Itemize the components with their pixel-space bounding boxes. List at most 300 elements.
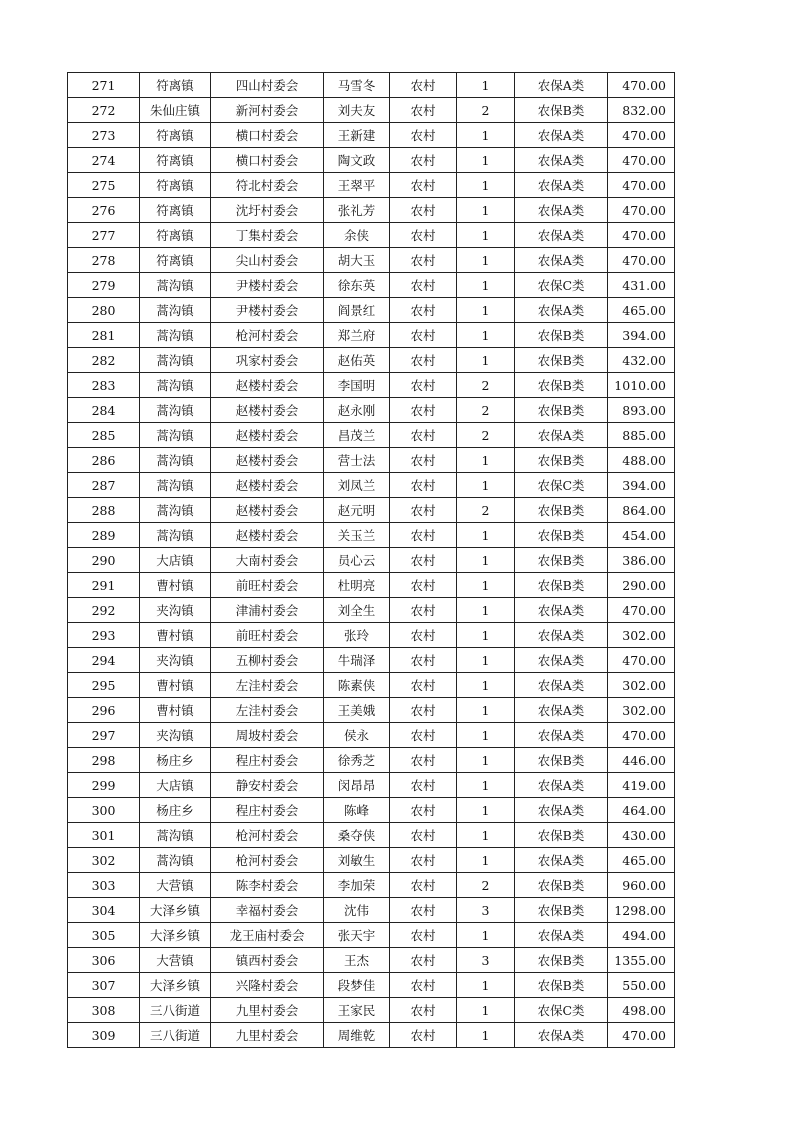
- category-cell: 农保A类: [515, 298, 608, 323]
- area-type-cell: 农村: [390, 898, 457, 923]
- category-cell: 农保A类: [515, 123, 608, 148]
- name-cell: 陶文政: [324, 148, 390, 173]
- name-cell: 桑夺侠: [324, 823, 390, 848]
- area-type-cell: 农村: [390, 448, 457, 473]
- category-cell: 农保A类: [515, 198, 608, 223]
- village-cell: 大南村委会: [211, 548, 324, 573]
- town-cell: 朱仙庄镇: [140, 98, 211, 123]
- area-type-cell: 农村: [390, 198, 457, 223]
- town-cell: 夹沟镇: [140, 723, 211, 748]
- town-cell: 蒿沟镇: [140, 423, 211, 448]
- people-count-cell: 1: [457, 623, 515, 648]
- area-type-cell: 农村: [390, 423, 457, 448]
- people-count-cell: 1: [457, 748, 515, 773]
- category-cell: 农保C类: [515, 273, 608, 298]
- row-number-cell: 297: [68, 723, 140, 748]
- area-type-cell: 农村: [390, 648, 457, 673]
- village-cell: 尹楼村委会: [211, 273, 324, 298]
- table-row: [68, 398, 675, 423]
- table-row: [68, 323, 675, 348]
- name-cell: 陈峰: [324, 798, 390, 823]
- people-count-cell: 3: [457, 948, 515, 973]
- town-cell: 曹村镇: [140, 673, 211, 698]
- town-cell: 蒿沟镇: [140, 473, 211, 498]
- area-type-cell: 农村: [390, 273, 457, 298]
- table-row: [68, 623, 675, 648]
- area-type-cell: 农村: [390, 248, 457, 273]
- name-cell: 马雪冬: [324, 73, 390, 98]
- table-row: [68, 498, 675, 523]
- amount-cell: 431.00: [608, 273, 675, 298]
- amount-cell: 470.00: [608, 198, 675, 223]
- table-row: [68, 423, 675, 448]
- table-row: [68, 298, 675, 323]
- name-cell: 陈素侠: [324, 673, 390, 698]
- category-cell: 农保A类: [515, 848, 608, 873]
- category-cell: 农保B类: [515, 498, 608, 523]
- area-type-cell: 农村: [390, 223, 457, 248]
- category-cell: 农保A类: [515, 673, 608, 698]
- row-number-cell: 300: [68, 798, 140, 823]
- people-count-cell: 2: [457, 423, 515, 448]
- amount-cell: 302.00: [608, 623, 675, 648]
- village-cell: 左洼村委会: [211, 698, 324, 723]
- people-count-cell: 2: [457, 498, 515, 523]
- table-row: [68, 573, 675, 598]
- amount-cell: 470.00: [608, 173, 675, 198]
- category-cell: 农保A类: [515, 248, 608, 273]
- town-cell: 杨庄乡: [140, 798, 211, 823]
- amount-cell: 430.00: [608, 823, 675, 848]
- village-cell: 赵楼村委会: [211, 523, 324, 548]
- name-cell: 胡大玉: [324, 248, 390, 273]
- people-count-cell: 1: [457, 473, 515, 498]
- row-number-cell: 277: [68, 223, 140, 248]
- town-cell: 蒿沟镇: [140, 348, 211, 373]
- people-count-cell: 1: [457, 148, 515, 173]
- table-row: [68, 98, 675, 123]
- people-count-cell: 1: [457, 273, 515, 298]
- village-cell: 静安村委会: [211, 773, 324, 798]
- row-number-cell: 282: [68, 348, 140, 373]
- village-cell: 程庄村委会: [211, 748, 324, 773]
- category-cell: 农保B类: [515, 98, 608, 123]
- people-count-cell: 1: [457, 198, 515, 223]
- amount-cell: 470.00: [608, 1023, 675, 1048]
- category-cell: 农保B类: [515, 348, 608, 373]
- row-number-cell: 296: [68, 698, 140, 723]
- people-count-cell: 1: [457, 848, 515, 873]
- village-cell: 程庄村委会: [211, 798, 324, 823]
- row-number-cell: 290: [68, 548, 140, 573]
- table-row: [68, 698, 675, 723]
- name-cell: 徐秀芝: [324, 748, 390, 773]
- village-cell: 左洼村委会: [211, 673, 324, 698]
- village-cell: 符北村委会: [211, 173, 324, 198]
- village-cell: 赵楼村委会: [211, 423, 324, 448]
- table-row: [68, 148, 675, 173]
- village-cell: 枪河村委会: [211, 323, 324, 348]
- category-cell: 农保B类: [515, 398, 608, 423]
- amount-cell: 386.00: [608, 548, 675, 573]
- table-row: [68, 198, 675, 223]
- area-type-cell: 农村: [390, 673, 457, 698]
- category-cell: 农保A类: [515, 1023, 608, 1048]
- people-count-cell: 1: [457, 298, 515, 323]
- village-cell: 新河村委会: [211, 98, 324, 123]
- town-cell: 蒿沟镇: [140, 323, 211, 348]
- name-cell: 李加荣: [324, 873, 390, 898]
- row-number-cell: 298: [68, 748, 140, 773]
- category-cell: 农保A类: [515, 623, 608, 648]
- row-number-cell: 306: [68, 948, 140, 973]
- category-cell: 农保A类: [515, 223, 608, 248]
- town-cell: 曹村镇: [140, 623, 211, 648]
- village-cell: 巩家村委会: [211, 348, 324, 373]
- name-cell: 张天宇: [324, 923, 390, 948]
- people-count-cell: 1: [457, 123, 515, 148]
- town-cell: 符离镇: [140, 123, 211, 148]
- village-cell: 横口村委会: [211, 123, 324, 148]
- name-cell: 王美娥: [324, 698, 390, 723]
- row-number-cell: 284: [68, 398, 140, 423]
- category-cell: 农保B类: [515, 873, 608, 898]
- name-cell: 王家民: [324, 998, 390, 1023]
- row-number-cell: 291: [68, 573, 140, 598]
- town-cell: 蒿沟镇: [140, 823, 211, 848]
- village-cell: 陈李村委会: [211, 873, 324, 898]
- row-number-cell: 301: [68, 823, 140, 848]
- name-cell: 赵佑英: [324, 348, 390, 373]
- town-cell: 符离镇: [140, 148, 211, 173]
- people-count-cell: 1: [457, 648, 515, 673]
- area-type-cell: 农村: [390, 1023, 457, 1048]
- amount-cell: 470.00: [608, 148, 675, 173]
- table-row: [68, 648, 675, 673]
- area-type-cell: 农村: [390, 998, 457, 1023]
- category-cell: 农保B类: [515, 823, 608, 848]
- area-type-cell: 农村: [390, 823, 457, 848]
- name-cell: 王杰: [324, 948, 390, 973]
- amount-cell: 550.00: [608, 973, 675, 998]
- people-count-cell: 1: [457, 248, 515, 273]
- amount-cell: 470.00: [608, 223, 675, 248]
- row-number-cell: 302: [68, 848, 140, 873]
- amount-cell: 470.00: [608, 123, 675, 148]
- table-row: [68, 373, 675, 398]
- amount-cell: 302.00: [608, 673, 675, 698]
- amount-cell: 464.00: [608, 798, 675, 823]
- name-cell: 沈伟: [324, 898, 390, 923]
- town-cell: 曹村镇: [140, 698, 211, 723]
- name-cell: 阎景红: [324, 298, 390, 323]
- town-cell: 杨庄乡: [140, 748, 211, 773]
- amount-cell: 465.00: [608, 298, 675, 323]
- area-type-cell: 农村: [390, 848, 457, 873]
- name-cell: 张礼芳: [324, 198, 390, 223]
- town-cell: 大泽乡镇: [140, 898, 211, 923]
- area-type-cell: 农村: [390, 173, 457, 198]
- village-cell: 九里村委会: [211, 998, 324, 1023]
- village-cell: 尖山村委会: [211, 248, 324, 273]
- area-type-cell: 农村: [390, 948, 457, 973]
- area-type-cell: 农村: [390, 298, 457, 323]
- amount-cell: 419.00: [608, 773, 675, 798]
- town-cell: 蒿沟镇: [140, 273, 211, 298]
- people-count-cell: 1: [457, 173, 515, 198]
- amount-cell: 498.00: [608, 998, 675, 1023]
- row-number-cell: 286: [68, 448, 140, 473]
- row-number-cell: 299: [68, 773, 140, 798]
- village-cell: 枪河村委会: [211, 848, 324, 873]
- table-row: [68, 848, 675, 873]
- category-cell: 农保B类: [515, 748, 608, 773]
- area-type-cell: 农村: [390, 498, 457, 523]
- table-row: [68, 448, 675, 473]
- category-cell: 农保C类: [515, 998, 608, 1023]
- area-type-cell: 农村: [390, 598, 457, 623]
- town-cell: 三八街道: [140, 998, 211, 1023]
- table-row: [68, 173, 675, 198]
- area-type-cell: 农村: [390, 773, 457, 798]
- category-cell: 农保A类: [515, 148, 608, 173]
- amount-cell: 432.00: [608, 348, 675, 373]
- village-cell: 津浦村委会: [211, 598, 324, 623]
- category-cell: 农保A类: [515, 173, 608, 198]
- people-count-cell: 1: [457, 448, 515, 473]
- amount-cell: 454.00: [608, 523, 675, 548]
- row-number-cell: 271: [68, 73, 140, 98]
- amount-cell: 885.00: [608, 423, 675, 448]
- town-cell: 蒿沟镇: [140, 848, 211, 873]
- people-count-cell: 1: [457, 598, 515, 623]
- name-cell: 郑兰府: [324, 323, 390, 348]
- area-type-cell: 农村: [390, 798, 457, 823]
- row-number-cell: 289: [68, 523, 140, 548]
- area-type-cell: 农村: [390, 98, 457, 123]
- row-number-cell: 293: [68, 623, 140, 648]
- people-count-cell: 1: [457, 1023, 515, 1048]
- area-type-cell: 农村: [390, 323, 457, 348]
- amount-cell: 1298.00: [608, 898, 675, 923]
- amount-cell: 394.00: [608, 473, 675, 498]
- village-cell: 幸福村委会: [211, 898, 324, 923]
- town-cell: 符离镇: [140, 173, 211, 198]
- people-count-cell: 1: [457, 773, 515, 798]
- name-cell: 周维乾: [324, 1023, 390, 1048]
- category-cell: 农保A类: [515, 73, 608, 98]
- name-cell: 刘凤兰: [324, 473, 390, 498]
- name-cell: 刘夫友: [324, 98, 390, 123]
- village-cell: 丁集村委会: [211, 223, 324, 248]
- village-cell: 九里村委会: [211, 1023, 324, 1048]
- area-type-cell: 农村: [390, 973, 457, 998]
- table-body: [68, 73, 675, 1048]
- amount-cell: 488.00: [608, 448, 675, 473]
- row-number-cell: 274: [68, 148, 140, 173]
- name-cell: 张玲: [324, 623, 390, 648]
- people-count-cell: 1: [457, 698, 515, 723]
- name-cell: 杜明亮: [324, 573, 390, 598]
- name-cell: 闵昂昂: [324, 773, 390, 798]
- village-cell: 沈圩村委会: [211, 198, 324, 223]
- area-type-cell: 农村: [390, 523, 457, 548]
- village-cell: 龙王庙村委会: [211, 923, 324, 948]
- people-count-cell: 1: [457, 923, 515, 948]
- table-row: [68, 248, 675, 273]
- category-cell: 农保A类: [515, 698, 608, 723]
- row-number-cell: 303: [68, 873, 140, 898]
- town-cell: 蒿沟镇: [140, 448, 211, 473]
- category-cell: 农保A类: [515, 923, 608, 948]
- table-row: [68, 598, 675, 623]
- table-row: [68, 523, 675, 548]
- table-row: [68, 748, 675, 773]
- name-cell: 李国明: [324, 373, 390, 398]
- area-type-cell: 农村: [390, 348, 457, 373]
- town-cell: 大店镇: [140, 548, 211, 573]
- category-cell: 农保B类: [515, 523, 608, 548]
- table-row: [68, 548, 675, 573]
- row-number-cell: 285: [68, 423, 140, 448]
- amount-cell: 1010.00: [608, 373, 675, 398]
- table-row: [68, 923, 675, 948]
- amount-cell: 302.00: [608, 698, 675, 723]
- people-count-cell: 2: [457, 873, 515, 898]
- village-cell: 横口村委会: [211, 148, 324, 173]
- area-type-cell: 农村: [390, 748, 457, 773]
- village-cell: 五柳村委会: [211, 648, 324, 673]
- town-cell: 符离镇: [140, 73, 211, 98]
- beneficiary-table: [67, 72, 675, 1048]
- area-type-cell: 农村: [390, 873, 457, 898]
- people-count-cell: 1: [457, 723, 515, 748]
- category-cell: 农保B类: [515, 898, 608, 923]
- town-cell: 大店镇: [140, 773, 211, 798]
- people-count-cell: 1: [457, 998, 515, 1023]
- table-row: [68, 123, 675, 148]
- town-cell: 符离镇: [140, 248, 211, 273]
- people-count-cell: 1: [457, 548, 515, 573]
- name-cell: 余侠: [324, 223, 390, 248]
- town-cell: 蒿沟镇: [140, 373, 211, 398]
- area-type-cell: 农村: [390, 398, 457, 423]
- people-count-cell: 2: [457, 373, 515, 398]
- category-cell: 农保B类: [515, 448, 608, 473]
- row-number-cell: 292: [68, 598, 140, 623]
- category-cell: 农保A类: [515, 423, 608, 448]
- area-type-cell: 农村: [390, 573, 457, 598]
- village-cell: 四山村委会: [211, 73, 324, 98]
- amount-cell: 446.00: [608, 748, 675, 773]
- category-cell: 农保A类: [515, 798, 608, 823]
- village-cell: 赵楼村委会: [211, 448, 324, 473]
- name-cell: 赵永刚: [324, 398, 390, 423]
- town-cell: 大泽乡镇: [140, 923, 211, 948]
- row-number-cell: 279: [68, 273, 140, 298]
- table-row: [68, 873, 675, 898]
- row-number-cell: 283: [68, 373, 140, 398]
- people-count-cell: 1: [457, 73, 515, 98]
- name-cell: 王新建: [324, 123, 390, 148]
- name-cell: 刘全生: [324, 598, 390, 623]
- table-row: [68, 73, 675, 98]
- row-number-cell: 272: [68, 98, 140, 123]
- name-cell: 关玉兰: [324, 523, 390, 548]
- name-cell: 牛瑞泽: [324, 648, 390, 673]
- amount-cell: 1355.00: [608, 948, 675, 973]
- row-number-cell: 309: [68, 1023, 140, 1048]
- table-row: [68, 673, 675, 698]
- town-cell: 蒿沟镇: [140, 498, 211, 523]
- row-number-cell: 276: [68, 198, 140, 223]
- row-number-cell: 281: [68, 323, 140, 348]
- table-row: [68, 348, 675, 373]
- table-row: [68, 223, 675, 248]
- amount-cell: 960.00: [608, 873, 675, 898]
- table-row: [68, 473, 675, 498]
- village-cell: 枪河村委会: [211, 823, 324, 848]
- table-row: [68, 948, 675, 973]
- amount-cell: 470.00: [608, 598, 675, 623]
- people-count-cell: 1: [457, 523, 515, 548]
- amount-cell: 470.00: [608, 248, 675, 273]
- town-cell: 蒿沟镇: [140, 523, 211, 548]
- area-type-cell: 农村: [390, 723, 457, 748]
- row-number-cell: 304: [68, 898, 140, 923]
- village-cell: 周坡村委会: [211, 723, 324, 748]
- name-cell: 赵元明: [324, 498, 390, 523]
- table-row: [68, 823, 675, 848]
- name-cell: 刘敏生: [324, 848, 390, 873]
- table-row: [68, 723, 675, 748]
- row-number-cell: 288: [68, 498, 140, 523]
- table-row: [68, 798, 675, 823]
- people-count-cell: 1: [457, 223, 515, 248]
- row-number-cell: 294: [68, 648, 140, 673]
- area-type-cell: 农村: [390, 548, 457, 573]
- area-type-cell: 农村: [390, 73, 457, 98]
- row-number-cell: 275: [68, 173, 140, 198]
- row-number-cell: 280: [68, 298, 140, 323]
- row-number-cell: 273: [68, 123, 140, 148]
- village-cell: 赵楼村委会: [211, 373, 324, 398]
- row-number-cell: 305: [68, 923, 140, 948]
- people-count-cell: 1: [457, 673, 515, 698]
- name-cell: 侯永: [324, 723, 390, 748]
- town-cell: 大泽乡镇: [140, 973, 211, 998]
- town-cell: 夹沟镇: [140, 598, 211, 623]
- table-row: [68, 973, 675, 998]
- category-cell: 农保A类: [515, 648, 608, 673]
- village-cell: 前旺村委会: [211, 623, 324, 648]
- area-type-cell: 农村: [390, 473, 457, 498]
- category-cell: 农保B类: [515, 548, 608, 573]
- category-cell: 农保B类: [515, 323, 608, 348]
- row-number-cell: 307: [68, 973, 140, 998]
- people-count-cell: 1: [457, 973, 515, 998]
- row-number-cell: 278: [68, 248, 140, 273]
- name-cell: 段梦佳: [324, 973, 390, 998]
- town-cell: 大营镇: [140, 873, 211, 898]
- table-row: [68, 1023, 675, 1048]
- area-type-cell: 农村: [390, 148, 457, 173]
- amount-cell: 893.00: [608, 398, 675, 423]
- name-cell: 昌茂兰: [324, 423, 390, 448]
- amount-cell: 864.00: [608, 498, 675, 523]
- amount-cell: 470.00: [608, 73, 675, 98]
- village-cell: 赵楼村委会: [211, 473, 324, 498]
